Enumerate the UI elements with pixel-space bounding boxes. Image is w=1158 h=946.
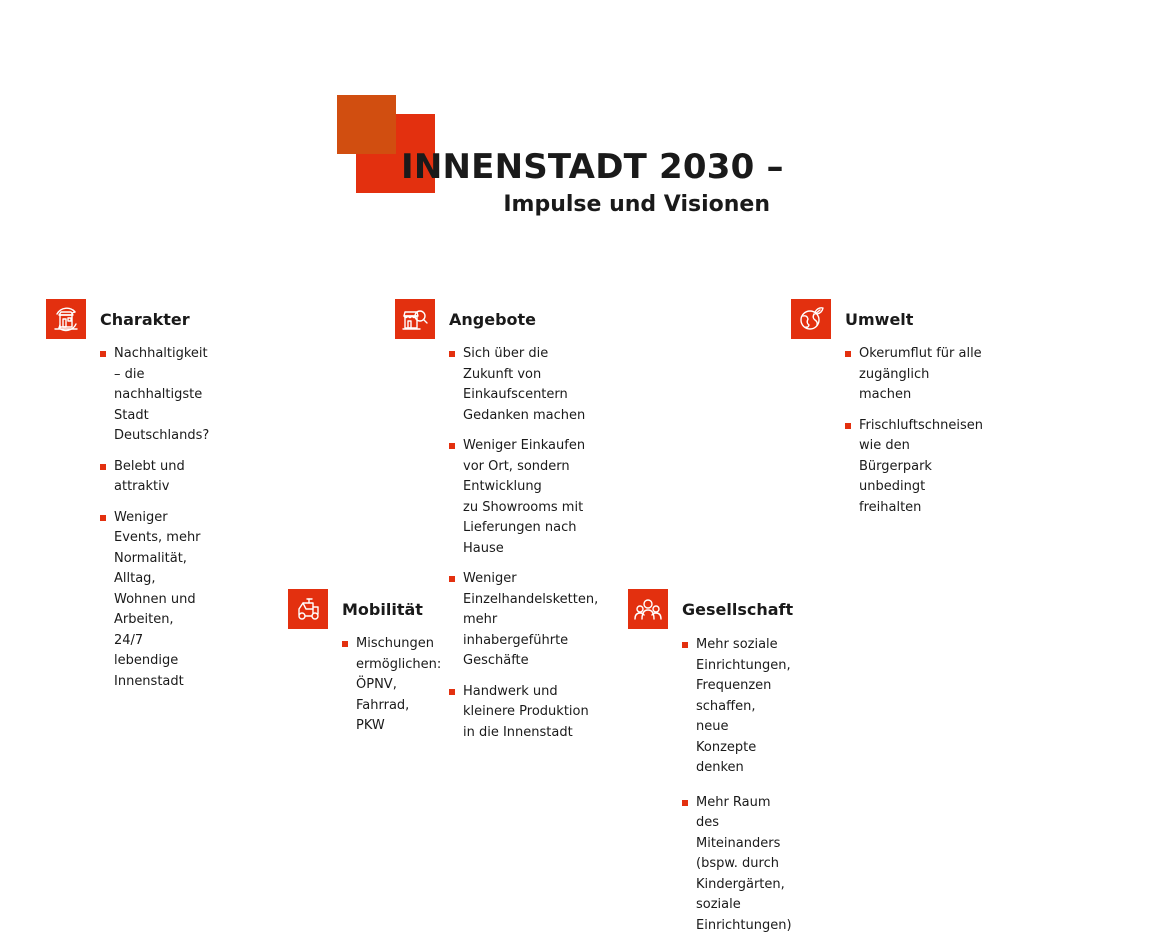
list-item: Mehr Raum des Miteinanders (bspw. durch Kindergärten, soziale Einrichtungen) [682,793,792,937]
bullet-list [342,634,441,747]
logo-square-front [337,95,396,154]
store-search-icon [395,299,435,339]
bullet-list [100,344,209,702]
globe-leaf-icon [791,299,831,339]
list-item: Handwerk und kleinere Produktion in die Innenstadt [449,682,598,744]
page-subtitle: Impulse und Visionen [503,192,770,217]
section-title: Umwelt [845,310,914,329]
list-item: Frischluftschneisen wie den Bürgerpark unbedingt freihalten [845,416,983,519]
bullet-list [682,635,792,946]
list-item: Weniger Einkaufen vor Ort, sondern Entwicklung zu Showrooms mit Lieferungen nach Hause [449,436,598,559]
list-item: Weniger Events, mehr Normalität, Alltag, Wohnen und Arbeiten, 24/7 lebendige Innenstadt [100,508,209,693]
list-item: Mehr soziale Einrichtungen, Frequenzen schaffen, neue Konzepte denken [682,635,792,779]
section-title: Mobilität [342,600,423,619]
section-title: Angebote [449,310,537,329]
section-title: Gesellschaft [682,600,794,619]
vehicle-icon [288,589,328,629]
page-title: INNENSTADT 2030 – [401,147,784,187]
bullet-list [845,344,983,528]
list-item: Weniger Einzelhandelsketten, mehr inhabergeführte Geschäfte [449,569,598,672]
list-item: Okerumflut für alle zugänglich machen [845,344,983,406]
list-item: Nachhaltigkeit – die nachhaltigste Stadt Deutschlands? [100,344,209,447]
shop-front-icon [46,299,86,339]
list-item: Sich über die Zukunft von Einkaufscentern Gedanken machen [449,344,598,426]
section-title: Charakter [100,310,190,329]
bullet-list [449,344,598,753]
people-group-icon [628,589,668,629]
list-item: Belebt und attraktiv [100,457,209,498]
list-item: Mischungen ermöglichen: ÖPNV, Fahrrad, PKW [342,634,441,737]
